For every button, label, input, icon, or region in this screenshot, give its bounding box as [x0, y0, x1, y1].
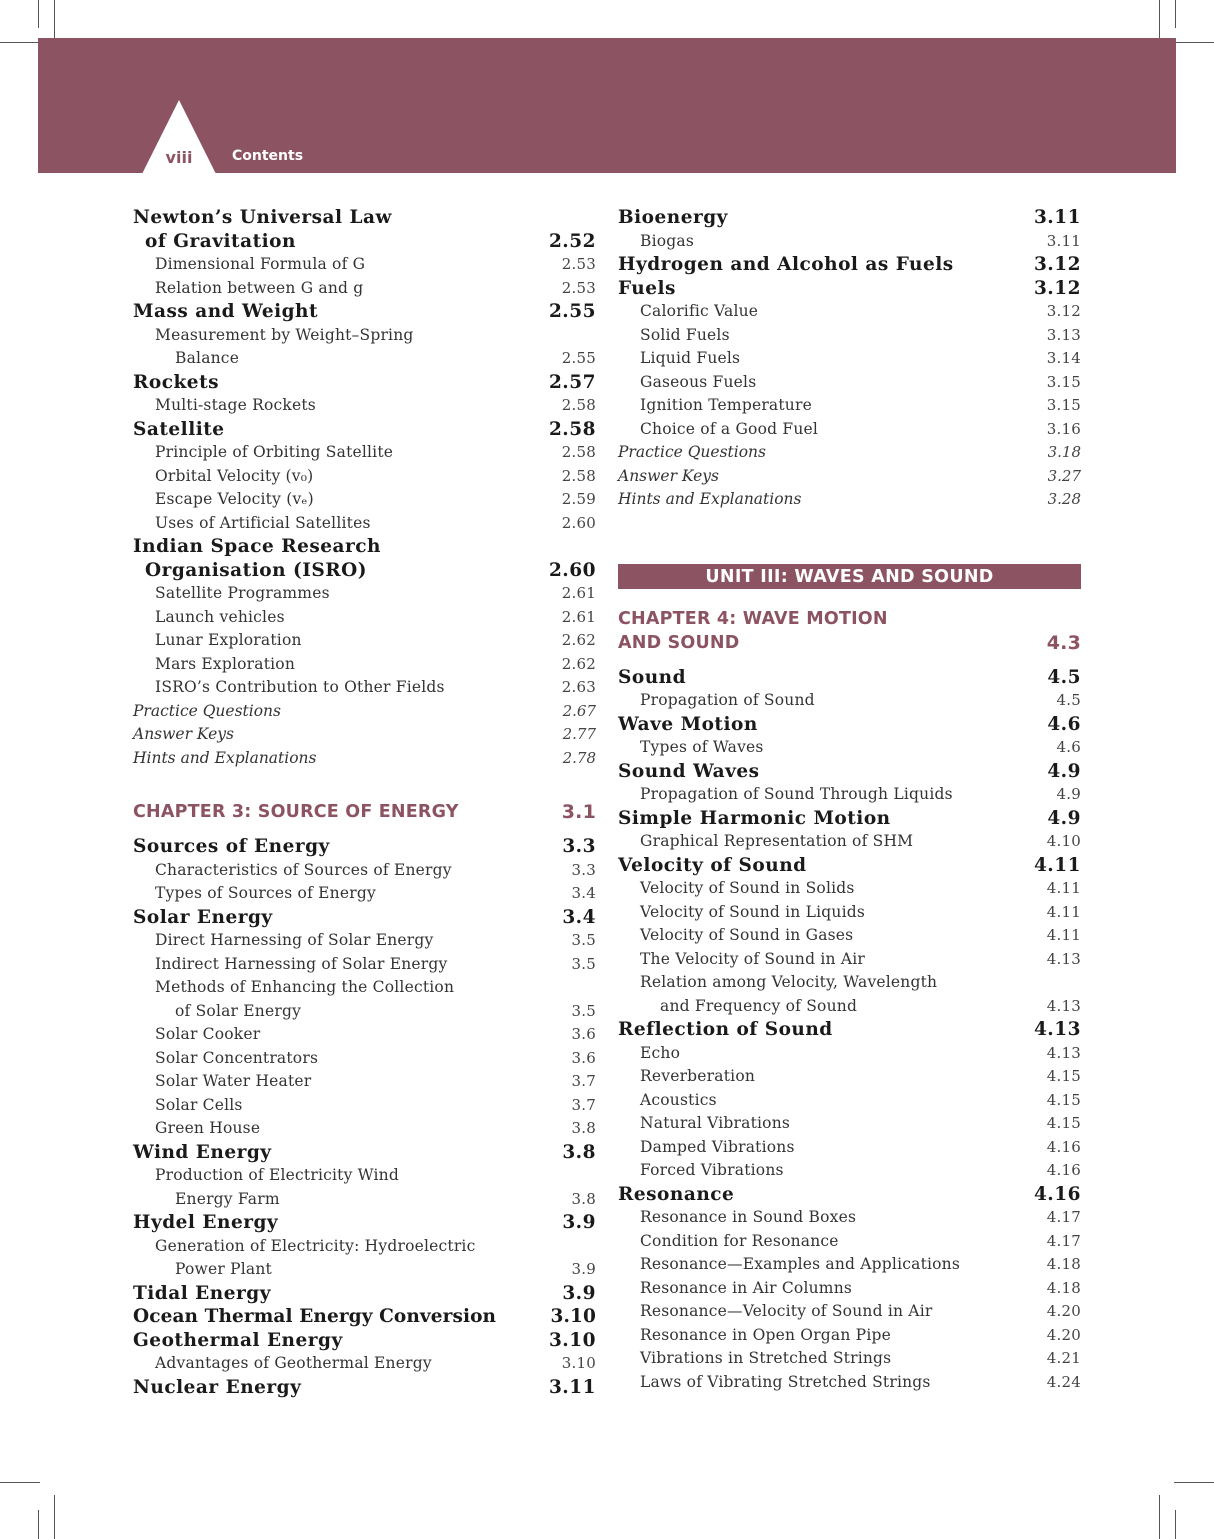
toc-entry-title: Choice of a Good Fuel [640, 419, 819, 438]
toc-entry [133, 300, 596, 324]
toc-entry-title: Biogas [640, 231, 694, 250]
toc-entry-page: 2.60 [548, 559, 596, 581]
toc-entry-title: Wave Motion [618, 713, 758, 735]
toc-entry-title: Production of Electricity Wind [155, 1166, 399, 1184]
toc-entry-page: 4.9 [1047, 760, 1081, 782]
toc-entry-page: 2.58 [561, 396, 596, 414]
toc-entry-page: 4.11 [1033, 854, 1081, 876]
toc-entry [133, 882, 596, 906]
toc-entry-title: Resonance—Examples and Applications [640, 1255, 961, 1273]
toc-entry-title: of Solar Energy [175, 1001, 302, 1020]
toc-entry-title: Velocity of Sound in Solids [640, 879, 855, 897]
toc-entry-page: 3.5 [571, 954, 596, 973]
crop-mark [1174, 42, 1214, 43]
toc-entry-page: 4.6 [1047, 713, 1081, 735]
toc-entry-title: Direct Harnessing of Solar Energy [155, 931, 434, 949]
toc-entry-page: 2.67 [562, 701, 596, 720]
toc-entry-title: Sound [618, 666, 687, 688]
toc-entry [133, 1282, 596, 1306]
toc-entry [618, 277, 1081, 301]
chapter-title-line: AND SOUND [618, 632, 740, 653]
toc-entry-title: Condition for Resonance [640, 1231, 839, 1250]
toc-entry-title: Solar Energy [133, 906, 273, 928]
toc-entry [133, 859, 596, 883]
toc-entry [618, 206, 1081, 230]
toc-entry-title: Lunar Exploration [155, 631, 302, 649]
toc-entry [618, 488, 1081, 512]
toc-entry-page: 2.59 [561, 490, 596, 508]
toc-entry [618, 924, 1081, 948]
toc-entry [618, 418, 1081, 442]
toc-entry-page: 2.53 [561, 278, 596, 297]
running-head: Contents [232, 148, 304, 164]
toc-entry [133, 1070, 596, 1094]
toc-entry-title: Ignition Temperature [640, 396, 812, 414]
toc-entry [618, 689, 1081, 713]
toc-entry [618, 394, 1081, 418]
toc-entry-page: 2.55 [548, 301, 596, 322]
toc-entry [618, 1277, 1081, 1301]
toc-entry-title: Gaseous Fuels [640, 372, 757, 391]
toc-entry-title: Orbital Velocity (v₀) [155, 466, 314, 485]
toc-entry [618, 854, 1081, 878]
toc-entry [618, 253, 1081, 277]
chapter-heading [133, 800, 596, 824]
toc-entry-page: 3.14 [1046, 349, 1081, 367]
toc-entry-page: 3.9 [562, 1282, 596, 1304]
toc-entry-title: Graphical Representation of SHM [640, 832, 914, 850]
toc-entry [618, 971, 1081, 995]
page-number: viii [165, 148, 193, 167]
toc-entry [618, 995, 1081, 1019]
toc-entry-page: 3.16 [1046, 419, 1081, 438]
toc-entry-title: Resonance—Velocity of Sound in Air [640, 1302, 933, 1320]
toc-entry [133, 488, 596, 512]
toc-entry [618, 1230, 1081, 1254]
toc-entry-title: Resonance [618, 1183, 735, 1205]
toc-entry-title: Satellite Programmes [155, 584, 330, 602]
toc-entry-title: Answer Keys [618, 466, 719, 485]
toc-entry-title: Acoustics [640, 1090, 717, 1109]
toc-entry-page: 2.61 [561, 607, 596, 626]
toc-entry [133, 1211, 596, 1235]
toc-entry-page: 3.8 [571, 1189, 596, 1208]
toc-entry [133, 906, 596, 930]
toc-entry-page: 4.16 [1046, 1137, 1081, 1156]
toc-entry-page: 4.13 [1046, 1043, 1081, 1062]
toc-entry [618, 1371, 1081, 1395]
toc-entry-page: 4.9 [1047, 807, 1081, 829]
toc-entry [618, 1042, 1081, 1066]
toc-entry-title: Hints and Explanations [618, 490, 802, 508]
toc-entry-page: 3.10 [550, 1306, 596, 1327]
toc-entry [133, 1141, 596, 1165]
toc-entry [618, 1253, 1081, 1277]
crop-mark [1175, 1510, 1176, 1539]
toc-right-column [618, 206, 1081, 1394]
toc-entry-title: Velocity of Sound [618, 854, 807, 876]
toc-entry [618, 441, 1081, 465]
toc-entry [618, 877, 1081, 901]
chapter-page: 4.3 [1046, 631, 1081, 654]
toc-entry [618, 371, 1081, 395]
toc-entry [618, 783, 1081, 807]
toc-entry [133, 371, 596, 395]
toc-block [133, 206, 596, 770]
toc-entry-page: 4.15 [1046, 1090, 1081, 1109]
toc-entry [133, 700, 596, 724]
toc-entry [618, 1112, 1081, 1136]
toc-entry-title: Relation among Velocity, Wavelength [640, 973, 938, 991]
toc-entry-title: Energy Farm [175, 1189, 280, 1208]
toc-entry-title: Mars Exploration [155, 654, 296, 673]
toc-entry-title: Damped Vibrations [640, 1137, 795, 1156]
toc-entry-page: 2.53 [561, 255, 596, 273]
crop-mark [54, 1495, 55, 1539]
toc-entry [133, 441, 596, 465]
toc-entry-page: 3.5 [571, 931, 596, 949]
toc-entry-title: Simple Harmonic Motion [618, 807, 891, 829]
toc-entry [133, 1235, 596, 1259]
toc-entry-page: 4.20 [1046, 1302, 1081, 1320]
toc-entry-page: 3.10 [561, 1354, 596, 1372]
toc-entry-title: Forced Vibrations [640, 1161, 784, 1179]
crop-mark [0, 1482, 40, 1483]
toc-entry-page: 4.13 [1046, 949, 1081, 968]
toc-entry-title: Vibrations in Stretched Strings [640, 1349, 892, 1367]
toc-entry-page: 4.17 [1046, 1231, 1081, 1250]
toc-entry-title: Tidal Energy [133, 1282, 271, 1304]
toc-entry-title: Laws of Vibrating Stretched Strings [640, 1372, 931, 1391]
toc-entry-page: 3.3 [562, 836, 596, 857]
toc-entry-page: 3.13 [1046, 325, 1081, 344]
toc-entry-title: Newton’s Universal Law [133, 207, 392, 228]
toc-entry-page: 3.9 [562, 1212, 596, 1233]
toc-entry-title: Propagation of Sound Through Liquids [640, 785, 953, 803]
toc-entry [133, 1047, 596, 1071]
toc-block [618, 666, 1081, 1395]
toc-entry [618, 807, 1081, 831]
toc-entry-page: 3.11 [548, 1376, 596, 1398]
toc-entry [618, 1183, 1081, 1207]
toc-entry [618, 760, 1081, 784]
toc-entry [618, 1206, 1081, 1230]
toc-entry-page: 4.5 [1047, 666, 1081, 688]
toc-entry-page: 3.7 [571, 1072, 596, 1090]
toc-entry [133, 253, 596, 277]
toc-entry [133, 1329, 596, 1353]
crop-mark [0, 42, 40, 43]
toc-entry-title: Mass and Weight [133, 301, 319, 322]
toc-entry-page: 4.16 [1033, 1183, 1081, 1205]
toc-entry-page: 2.60 [561, 513, 596, 532]
toc-entry-page: 3.6 [571, 1048, 596, 1067]
toc-entry-page: 2.61 [561, 584, 596, 602]
toc-entry [618, 1089, 1081, 1113]
toc-entry-title: Solar Cells [155, 1095, 243, 1114]
toc-entry [618, 1159, 1081, 1183]
toc-entry-page: 4.13 [1046, 996, 1081, 1015]
toc-entry [133, 1258, 596, 1282]
toc-entry-page: 3.10 [548, 1329, 596, 1351]
toc-entry-page: 4.15 [1046, 1067, 1081, 1085]
toc-entry-page: 4.20 [1046, 1325, 1081, 1344]
toc-entry-title: Velocity of Sound in Liquids [640, 902, 865, 921]
toc-entry-page: 3.28 [1047, 490, 1081, 508]
toc-entry-page: 2.58 [561, 443, 596, 461]
toc-entry-page: 4.18 [1046, 1278, 1081, 1297]
toc-block [618, 206, 1081, 512]
toc-entry [618, 736, 1081, 760]
toc-entry [618, 465, 1081, 489]
toc-entry [618, 901, 1081, 925]
toc-entry [618, 1324, 1081, 1348]
chapter-heading [618, 607, 1081, 655]
toc-entry-title: Liquid Fuels [640, 349, 741, 367]
toc-entry-title: Indian Space Research [133, 536, 381, 557]
toc-entry-title: Echo [640, 1043, 681, 1062]
toc-entry-page: 2.57 [548, 371, 596, 393]
toc-entry-page: 4.21 [1046, 1349, 1081, 1367]
toc-entry-page: 3.12 [1046, 302, 1081, 320]
toc-entry-title: Organisation (ISRO) [145, 559, 367, 581]
toc-entry-page: 2.52 [548, 230, 596, 252]
toc-entry-title: Geothermal Energy [133, 1329, 343, 1351]
crop-mark [1174, 1482, 1214, 1483]
crop-mark [38, 0, 39, 28]
toc-entry-title: Types of Sources of Energy [155, 884, 376, 902]
toc-entry [618, 830, 1081, 854]
toc-entry-title: Indirect Harnessing of Solar Energy [155, 954, 448, 973]
toc-entry [618, 1347, 1081, 1371]
toc-entry-page: 2.62 [561, 654, 596, 673]
toc-entry-page: 3.12 [1033, 254, 1081, 275]
toc-entry-title: Power Plant [175, 1260, 272, 1278]
toc-entry-title: Satellite [133, 418, 225, 440]
toc-block [133, 835, 596, 1399]
toc-entry [133, 418, 596, 442]
toc-entry [618, 1018, 1081, 1042]
toc-entry [618, 347, 1081, 371]
toc-entry-title: Characteristics of Sources of Energy [155, 860, 452, 879]
toc-entry-title: Hints and Explanations [133, 748, 317, 767]
toc-entry [133, 347, 596, 371]
toc-entry-title: Measurement by Weight–Spring [155, 325, 414, 344]
toc-entry-page: 4.18 [1046, 1255, 1081, 1273]
toc-entry [133, 929, 596, 953]
toc-entry-title: Hydrogen and Alcohol as Fuels [618, 254, 954, 275]
toc-entry-title: Wind Energy [133, 1141, 272, 1163]
toc-entry [133, 1094, 596, 1118]
toc-entry [133, 324, 596, 348]
toc-entry-page: 4.10 [1046, 832, 1081, 850]
toc-entry-page: 4.24 [1046, 1372, 1081, 1391]
toc-entry [618, 324, 1081, 348]
toc-entry-title: Ocean Thermal Energy Conversion [133, 1306, 497, 1327]
toc-entry-page: 3.15 [1046, 372, 1081, 391]
toc-entry-page: 4.16 [1046, 1161, 1081, 1179]
toc-entry [618, 948, 1081, 972]
toc-entry-page: 3.7 [571, 1095, 596, 1114]
toc-entry [133, 206, 596, 230]
toc-entry-title: Balance [175, 349, 240, 367]
toc-entry-page: 3.3 [571, 860, 596, 879]
toc-entry [133, 835, 596, 859]
toc-entry [133, 1376, 596, 1400]
toc-entry [133, 653, 596, 677]
toc-entry [618, 300, 1081, 324]
toc-entry [133, 512, 596, 536]
toc-entry [618, 1300, 1081, 1324]
toc-entry-page: 3.11 [1046, 231, 1081, 250]
toc-entry-page: 2.58 [561, 466, 596, 485]
toc-entry-page: 3.4 [562, 906, 596, 928]
toc-entry [133, 747, 596, 771]
toc-entry [133, 277, 596, 301]
toc-entry [133, 629, 596, 653]
toc-entry-page: 4.9 [1056, 785, 1081, 803]
crop-mark [1175, 0, 1176, 28]
toc-entry-page: 4.11 [1046, 879, 1081, 897]
chapter-title-line: CHAPTER 4: WAVE MOTION [618, 608, 888, 629]
toc-entry-title: Sources of Energy [133, 836, 330, 857]
chapter-page: 3.1 [561, 801, 596, 823]
toc-entry [618, 1065, 1081, 1089]
toc-entry-title: Solar Cooker [155, 1025, 261, 1043]
toc-entry-page: 3.11 [1033, 207, 1081, 228]
toc-entry [133, 582, 596, 606]
toc-entry-page: 4.6 [1056, 738, 1081, 756]
toc-entry-title: Fuels [618, 277, 676, 299]
toc-entry-page: 3.6 [571, 1025, 596, 1043]
toc-entry-title: Solar Water Heater [155, 1072, 312, 1090]
toc-entry-title: Resonance in Air Columns [640, 1278, 853, 1297]
toc-entry-page: 4.17 [1046, 1208, 1081, 1226]
toc-entry-page: 3.18 [1047, 443, 1081, 461]
crop-mark [38, 1510, 39, 1539]
toc-entry-title: Calorific Value [640, 302, 759, 320]
toc-entry-page: 4.5 [1056, 691, 1081, 709]
toc-entry-page: 3.8 [571, 1119, 596, 1137]
toc-entry [133, 953, 596, 977]
toc-entry [133, 1188, 596, 1212]
toc-entry [133, 1164, 596, 1188]
toc-entry-title: Relation between G and g [155, 278, 364, 297]
toc-entry-title: Reverberation [640, 1067, 756, 1085]
toc-entry-title: Practice Questions [133, 701, 281, 720]
toc-entry [133, 535, 596, 559]
toc-entry-title: Sound Waves [618, 760, 760, 782]
toc-entry-page: 3.9 [571, 1260, 596, 1278]
toc-entry-title: Principle of Orbiting Satellite [155, 443, 394, 461]
toc-entry-title: Rockets [133, 371, 220, 393]
toc-entry-title: Generation of Electricity: Hydroelectric [155, 1236, 476, 1255]
toc-entry [133, 559, 596, 583]
toc-entry-title: Resonance in Open Organ Pipe [640, 1325, 891, 1344]
toc-entry-title: Solid Fuels [640, 325, 730, 344]
toc-entry [133, 1000, 596, 1024]
toc-entry-page: 3.8 [562, 1141, 596, 1163]
toc-entry-title: Answer Keys [133, 725, 234, 743]
crop-mark [1159, 1495, 1160, 1539]
toc-entry-title: Hydel Energy [133, 1212, 279, 1233]
toc-entry-title: Solar Concentrators [155, 1048, 319, 1067]
toc-entry [133, 976, 596, 1000]
chapter-title: CHAPTER 3: SOURCE OF ENERGY [133, 802, 459, 822]
toc-entry-title: Methods of Enhancing the Collection [155, 978, 455, 996]
toc-entry-page: 3.5 [571, 1001, 596, 1020]
toc-entry [133, 1117, 596, 1141]
toc-entry-title: Natural Vibrations [640, 1114, 791, 1132]
toc-entry [133, 230, 596, 254]
toc-entry-title: The Velocity of Sound in Air [640, 949, 865, 968]
toc-entry-page: 3.27 [1047, 466, 1081, 485]
toc-entry-page: 2.77 [562, 725, 596, 743]
toc-entry-title: Green House [155, 1119, 261, 1137]
toc-entry-title: Multi-stage Rockets [155, 396, 316, 414]
toc-entry-title: Escape Velocity (vₑ) [155, 490, 314, 508]
toc-entry-title: Types of Waves [640, 738, 764, 756]
toc-entry [618, 230, 1081, 254]
toc-entry-page: 2.63 [561, 678, 596, 696]
toc-entry-page: 2.78 [562, 748, 596, 767]
toc-entry-page: 2.62 [561, 631, 596, 649]
toc-entry-title: Resonance in Sound Boxes [640, 1208, 857, 1226]
toc-entry [133, 676, 596, 700]
toc-entry-title: Dimensional Formula of G [155, 255, 366, 273]
toc-entry [133, 723, 596, 747]
toc-entry-title: Launch vehicles [155, 607, 285, 626]
toc-entry [133, 465, 596, 489]
toc-entry [133, 1023, 596, 1047]
toc-entry [133, 394, 596, 418]
toc-entry-title: Velocity of Sound in Gases [640, 926, 854, 944]
toc-left-column [133, 206, 596, 1399]
toc-entry-title: Bioenergy [618, 207, 728, 228]
toc-entry-page: 3.15 [1046, 396, 1081, 414]
toc-entry-title: Propagation of Sound [640, 691, 815, 709]
toc-entry [133, 1305, 596, 1329]
toc-entry-page: 4.15 [1046, 1114, 1081, 1132]
toc-entry-page: 4.11 [1046, 926, 1081, 944]
toc-entry-page: 2.55 [561, 349, 596, 367]
toc-entry [133, 606, 596, 630]
toc-entry-title: and Frequency of Sound [660, 996, 858, 1015]
toc-entry-page: 2.58 [548, 418, 596, 440]
unit-heading-bar: UNIT III: WAVES AND SOUND [618, 564, 1081, 589]
toc-entry-title: of Gravitation [145, 230, 296, 252]
toc-entry-title: Nuclear Energy [133, 1376, 302, 1398]
toc-entry-title: Practice Questions [618, 443, 766, 461]
toc-entry [133, 1352, 596, 1376]
toc-entry-page: 3.12 [1033, 277, 1081, 299]
toc-entry [618, 713, 1081, 737]
toc-entry-title: ISRO’s Contribution to Other Fields [155, 678, 445, 696]
toc-entry-page: 4.13 [1033, 1019, 1081, 1040]
toc-entry [618, 1136, 1081, 1160]
toc-entry-title: Advantages of Geothermal Energy [155, 1354, 432, 1372]
toc-entry-page: 3.4 [571, 884, 596, 902]
toc-entry-title: Uses of Artificial Satellites [155, 513, 371, 532]
toc-entry-page: 4.11 [1046, 902, 1081, 921]
toc-entry [618, 666, 1081, 690]
toc-entry-title: Reflection of Sound [618, 1019, 833, 1040]
